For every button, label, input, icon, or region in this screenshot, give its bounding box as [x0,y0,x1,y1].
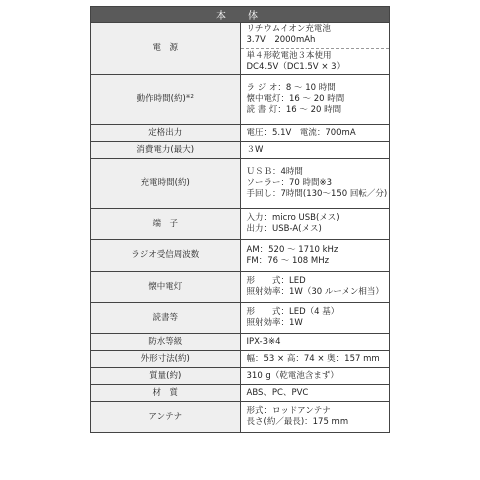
spec-label-text: 端 子 [152,218,178,229]
spec-value-line: 形式：ロッドアンテナ [246,406,331,416]
spec-row [91,142,390,159]
spec-label [91,209,241,240]
spec-value-group [247,354,384,365]
spec-value-line: 単４形乾電池３本使用 [246,51,332,61]
spec-label [91,351,241,368]
spec-value-group [247,145,384,156]
spec-label [91,272,241,303]
spec-value-line: 懐中電灯：16 ～ 20 時間 [246,94,345,104]
spec-value [240,303,390,334]
spec-row [91,23,390,75]
spec-header-row [91,7,390,23]
spec-label [91,142,241,159]
spec-row [91,159,390,209]
spec-body [91,23,390,433]
spec-value-group [247,388,384,399]
spec-value-line: FM：76 ～ 108 MHz [246,255,330,266]
spec-sheet [90,6,390,478]
spec-value [240,240,390,272]
spec-label [91,240,241,272]
spec-value-group [247,213,384,235]
spec-row [91,402,390,433]
spec-value-line: 手回し：7時間(130～150 回転／分) [246,189,388,199]
spec-value [240,125,390,142]
spec-label-text: 懐中電灯 [148,281,183,292]
spec-value [240,351,390,368]
spec-value-line: 電圧：5.1V 電流：700mA [246,127,356,138]
spec-value-group [247,24,384,46]
spec-value [240,159,390,209]
spec-value-line: ソーラー：70 時間※3 [246,178,333,188]
spec-label-text: 動作時間(約) [136,94,186,104]
spec-label [91,334,241,351]
spec-label [91,75,241,125]
spec-value-line: リチウムイオン充電池 [246,24,331,34]
spec-label-text: 外形寸法(約) [140,353,190,364]
spec-label-text: 質量(約) [149,370,182,381]
spec-label-text: 消費電力(最大) [136,144,195,155]
spec-value-line: AM：520 ～ 1710 kHz [246,244,339,255]
spec-label-text: 防水等級 [148,336,183,347]
spec-value-line: 形 式：LED（4 基） [246,307,340,317]
spec-label-text: 材 質 [152,387,178,398]
spec-value-line: 照射効率：1W（30 ルーメン相当） [246,287,384,297]
spec-value-line: 入力：micro USB(メス) [246,213,340,223]
spec-value [240,142,390,159]
spec-label [91,125,241,142]
spec-label-text: アンテナ [148,411,183,422]
spec-label-text: 電 源 [152,43,178,53]
spec-value [240,75,390,125]
spec-value-line: 照射効率：1W [246,318,303,328]
spec-value [240,272,390,303]
spec-value [240,385,390,402]
spec-value-group [247,83,384,116]
spec-value-group [247,245,384,267]
spec-value [240,23,390,75]
spec-label [91,402,241,433]
spec-value-group [247,307,384,329]
spec-value [240,368,390,385]
spec-value-group [247,406,384,428]
spec-value [240,334,390,351]
spec-row [91,209,390,240]
spec-value-line: ＵＳＢ：4時間 [246,167,303,177]
spec-row [91,303,390,334]
spec-row [91,125,390,142]
spec-label [91,303,241,334]
spec-value-line: ３W [246,144,264,155]
spec-value-group [246,167,388,200]
spec-value-group [247,128,384,139]
spec-value-line: ラ ジ オ：8 ～ 10 時間 [246,83,336,93]
spec-label-text: 充電時間(約) [140,178,190,188]
spec-row [91,351,390,368]
spec-row [91,385,390,402]
spec-value-line: 読 書 灯：16 ～ 20 時間 [246,105,342,115]
spec-value-line: DC4.5V（DC1.5V × 3） [246,62,346,72]
spec-label [91,23,241,75]
spec-label [91,368,241,385]
spec-value [240,209,390,240]
spec-value-line: IPX-3※4 [246,336,281,347]
spec-table [90,6,390,433]
spec-value-line: 3.7V 2000mAh [246,35,316,45]
spec-value-line: 長さ(約／最長)：175 mm [246,417,349,427]
spec-row [91,75,390,125]
spec-value-group [247,371,384,382]
spec-row [91,272,390,303]
spec-value-group [241,48,390,73]
spec-label-text: 定格出力 [148,127,183,138]
spec-value-line: 形 式：LED [246,276,306,286]
spec-label-text: 読書等 [152,312,178,323]
spec-row [91,240,390,272]
spec-value-group [247,337,384,348]
spec-label [91,385,241,402]
spec-value-line: 幅：53 × 高：74 × 奥：157 mm [246,353,380,364]
spec-label [91,159,241,209]
spec-label-text: ラジオ受信周波数 [131,250,200,260]
spec-row [91,334,390,351]
spec-value-line: 出力：USB-A(メス) [246,224,322,234]
spec-header: 本 体 [91,7,390,23]
spec-value-line: 310 g（乾電池含まず） [246,370,339,381]
footnote-mark: ※2 [185,94,194,100]
spec-value [240,402,390,433]
spec-row [91,368,390,385]
spec-value-line: ABS、PC、PVC [246,387,309,398]
spec-value-group [247,276,384,298]
